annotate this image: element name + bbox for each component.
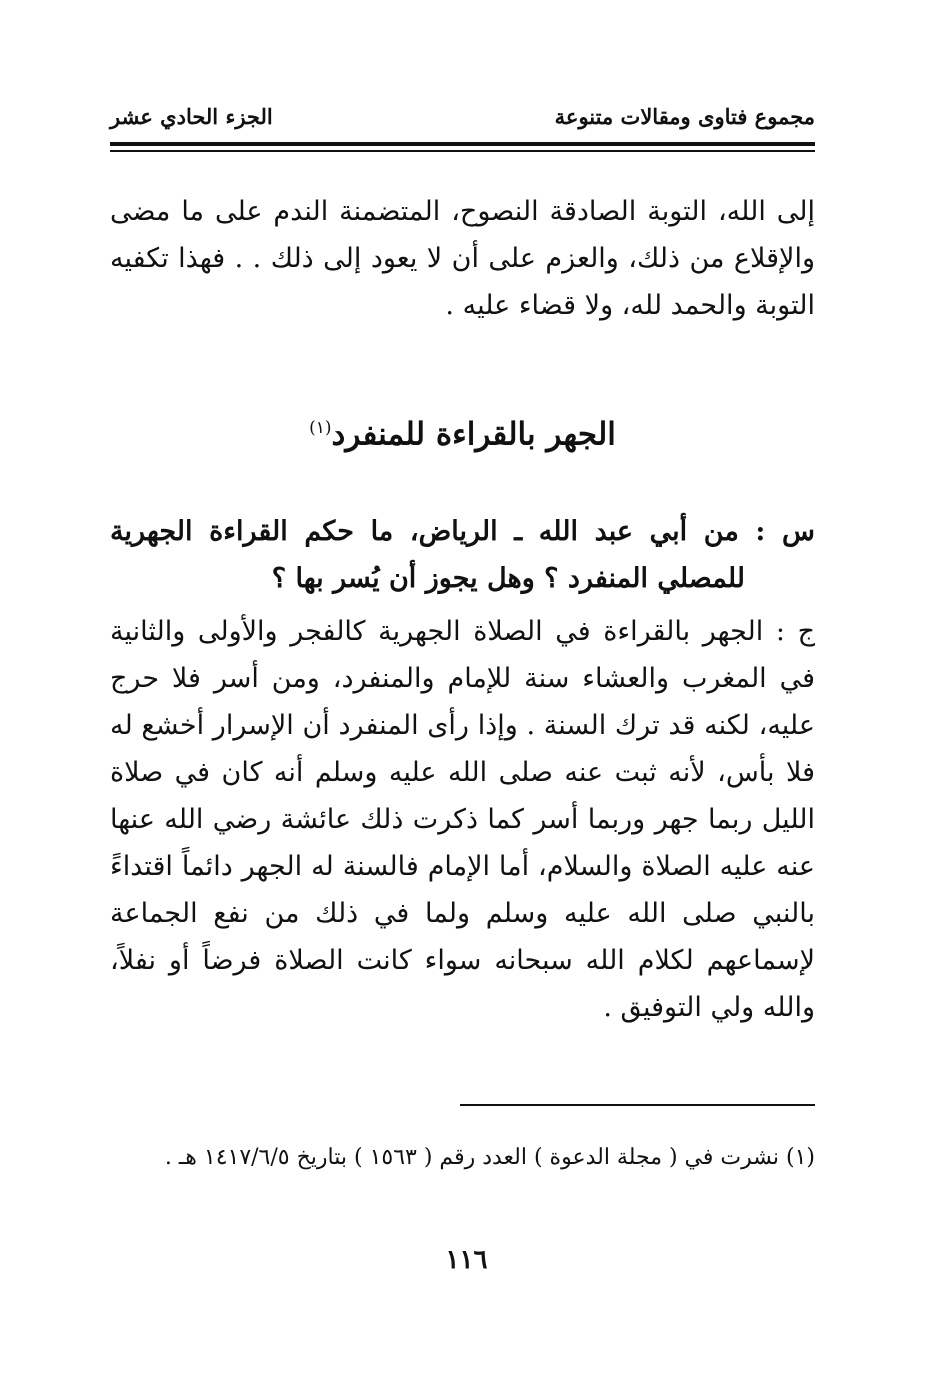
volume-label: الجزء الحادي عشر (110, 104, 273, 129)
footnote-text: (١) نشرت في ( مجلة الدعوة ) العدد رقم ( ١٥٦٣ ) بتاريخ ١٤١٧/٦/٥ هـ . (164, 1145, 815, 1170)
answer-paragraph: ج : الجهر بالقراءة في الصلاة الجهرية كالفجر والأولى والثانية في المغرب والعشاء سنة للإمام والمنفرد، ومن أسر فلا حرج عليه، لكنه قد ترك السنة . وإذا رأى المنفرد أن الإسرار أخشع له فلا بأس، لأنه ثبت عنه صلى الله عليه وسلم أنه كان في صلاة الليل ربما جهر وربما أسر كما ذكرت ذلك عائشة رضي الله عنها عنه عليه الصلاة والسلام، أما الإمام فالسنة له الجهر دائماً اقتداءً بالنبي صلى الله عليه وسلم ولما في ذلك من نفع الجماعة لإسماعهم لكلام الله سبحانه سواء كانت الصلاة فرضاً أو نفلاً، والله ولي التوفيق . (110, 616, 815, 1023)
footnote-reference[interactable]: (١) (309, 418, 332, 438)
section-heading (110, 404, 815, 458)
question-paragraph: س : من أبي عبد الله ـ الرياض، ما حكم القراءة الجهرية للمصلي المنفرد ؟ وهل يجوز أن يُسر بها ؟ (110, 516, 815, 594)
book-title: مجموع فتاوى ومقالات متنوعة (554, 104, 815, 129)
header-rule-thick (110, 142, 815, 146)
page-number: ١١٦ (445, 1245, 488, 1275)
intro-paragraph: إلى الله، التوبة الصادقة النصوح، المتضمنة الندم على ما مضى والإقلاع من ذلك، والعزم على أن لا يعود إلى ذلك . . فهذا تكفيه التوبة والحمد لله، ولا قضاء عليه . (110, 196, 815, 321)
section-title: الجهر بالقراءة للمنفرد (331, 416, 616, 453)
running-header (110, 100, 815, 136)
header-rule-thin (110, 150, 815, 152)
footnote-separator (460, 1104, 815, 1106)
